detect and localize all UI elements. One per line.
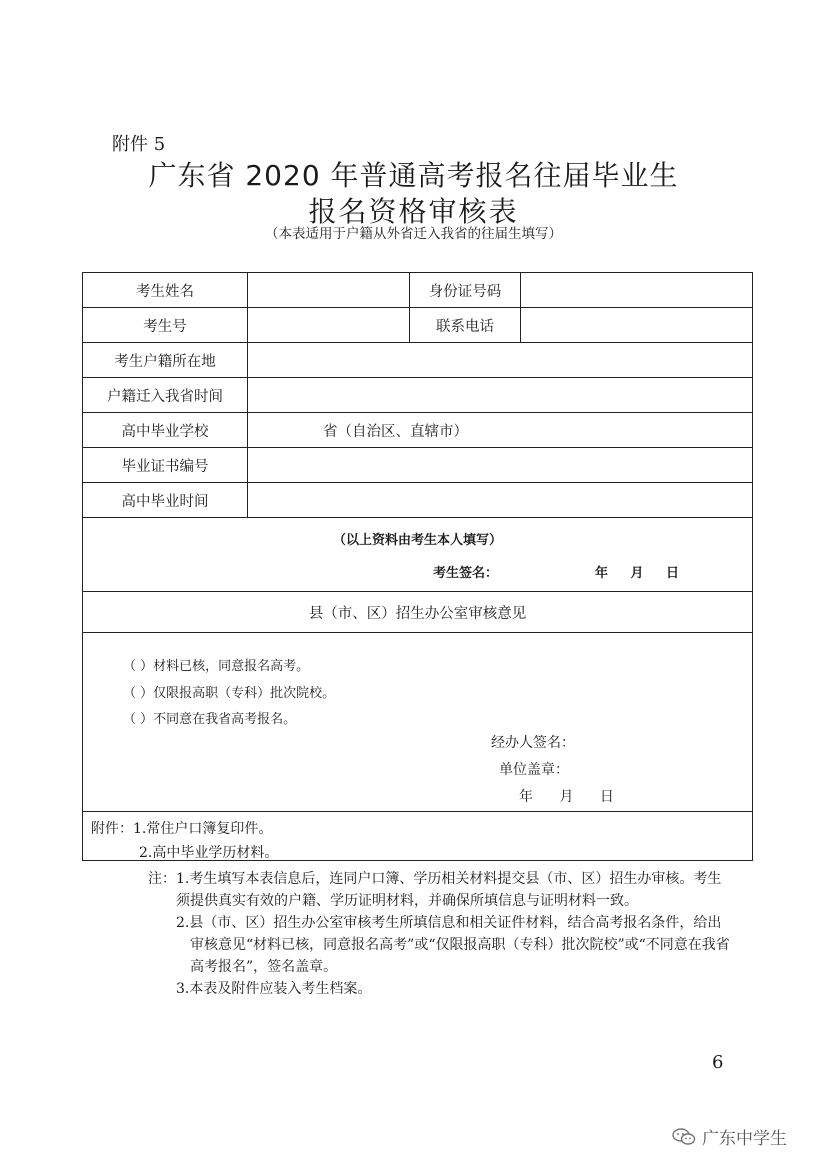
table-row <box>83 812 753 861</box>
table-row <box>83 343 753 378</box>
notes-section <box>148 868 730 1000</box>
watermark-text: 广东中学生 <box>702 1129 787 1149</box>
signature-label: 考生签名： <box>433 566 499 581</box>
grad-time-label: 高中毕业时间 <box>83 483 248 518</box>
watermark <box>672 1124 787 1149</box>
note-item: 2.县（市、区）招生办公室审核考生所填信息和相关证件材料，结合高考报名条件，给出审核意见“材料已核，同意报名高考”或“仅限报高职（专科）批次院校”或“不同意在我省高考报名”，签名盖章。 <box>176 915 730 975</box>
attachments-cell <box>83 812 753 861</box>
attachment-line-1: 附件：1.常住户口簿复印件。 <box>91 821 273 837</box>
table-row <box>83 633 753 812</box>
table-row <box>83 518 753 592</box>
phone-field[interactable] <box>521 308 753 343</box>
table-row <box>83 308 753 343</box>
id-number-label: 身份证号码 <box>410 273 521 308</box>
note-item: 3.本表及附件应装入考生档案。 <box>176 981 372 997</box>
review-date: 年 月 日 <box>519 789 614 805</box>
migration-time-label: 户籍迁入我省时间 <box>83 378 248 413</box>
attachment-line-2: 2.高中毕业学历材料。 <box>139 845 279 861</box>
table-row <box>83 483 753 518</box>
table-row <box>83 413 753 448</box>
page-subtitle: （本表适用于户籍从外省迁入我省的往届生填写） <box>265 226 562 242</box>
name-field[interactable] <box>248 273 410 308</box>
wechat-icon <box>672 1128 696 1146</box>
review-opinion-cell <box>83 633 753 812</box>
school-label: 高中毕业学校 <box>83 413 248 448</box>
signature-date: 年 月 日 <box>595 566 680 581</box>
cert-number-label: 毕业证书编号 <box>83 448 248 483</box>
review-header: 县（市、区）招生办公室审核意见 <box>83 592 753 633</box>
option-rejected[interactable]: （ ）不同意在我省高考报名。 <box>123 712 297 727</box>
cert-number-field[interactable] <box>248 448 753 483</box>
page-title-line2: 报名资格审核表 <box>308 195 519 228</box>
name-label: 考生姓名 <box>83 273 248 308</box>
grad-time-field[interactable] <box>248 483 753 518</box>
exam-number-label: 考生号 <box>83 308 248 343</box>
school-province-text: 省（自治区、直辖市） <box>323 423 468 440</box>
handler-signature-label: 经办人签名： <box>491 735 575 751</box>
signature-cell <box>83 518 753 592</box>
table-row <box>83 378 753 413</box>
table-row <box>83 448 753 483</box>
page-number: 6 <box>712 1052 724 1073</box>
note-item: 注：1.考生填写本表信息后，连同户口簿、学历相关材料提交县（市、区）招生办审核。考生须提供真实有效的户籍、学历证明材料，并确保所填信息与证明材料一致。 <box>148 868 730 912</box>
table-row <box>83 592 753 633</box>
migration-time-field[interactable] <box>248 378 753 413</box>
attachment-label: 附件 5 <box>112 134 166 155</box>
notes-label: 注： <box>148 871 176 887</box>
review-form-table <box>82 272 753 861</box>
phone-label: 联系电话 <box>410 308 521 343</box>
household-label: 考生户籍所在地 <box>83 343 248 378</box>
option-vocational-only[interactable]: （ ）仅限报高职（专科）批次院校。 <box>123 686 336 701</box>
school-field[interactable] <box>248 413 753 448</box>
household-field[interactable] <box>248 343 753 378</box>
option-approved[interactable]: （ ）材料已核，同意报名高考。 <box>123 659 310 674</box>
table-row <box>83 273 753 308</box>
exam-number-field[interactable] <box>248 308 410 343</box>
id-number-field[interactable] <box>521 273 753 308</box>
unit-stamp-label: 单位盖章： <box>499 762 569 778</box>
page-title: 广东省 2020 年普通高考报名往届毕业生 <box>148 159 679 192</box>
self-fill-hint: （以上资料由考生本人填写） <box>332 533 502 548</box>
